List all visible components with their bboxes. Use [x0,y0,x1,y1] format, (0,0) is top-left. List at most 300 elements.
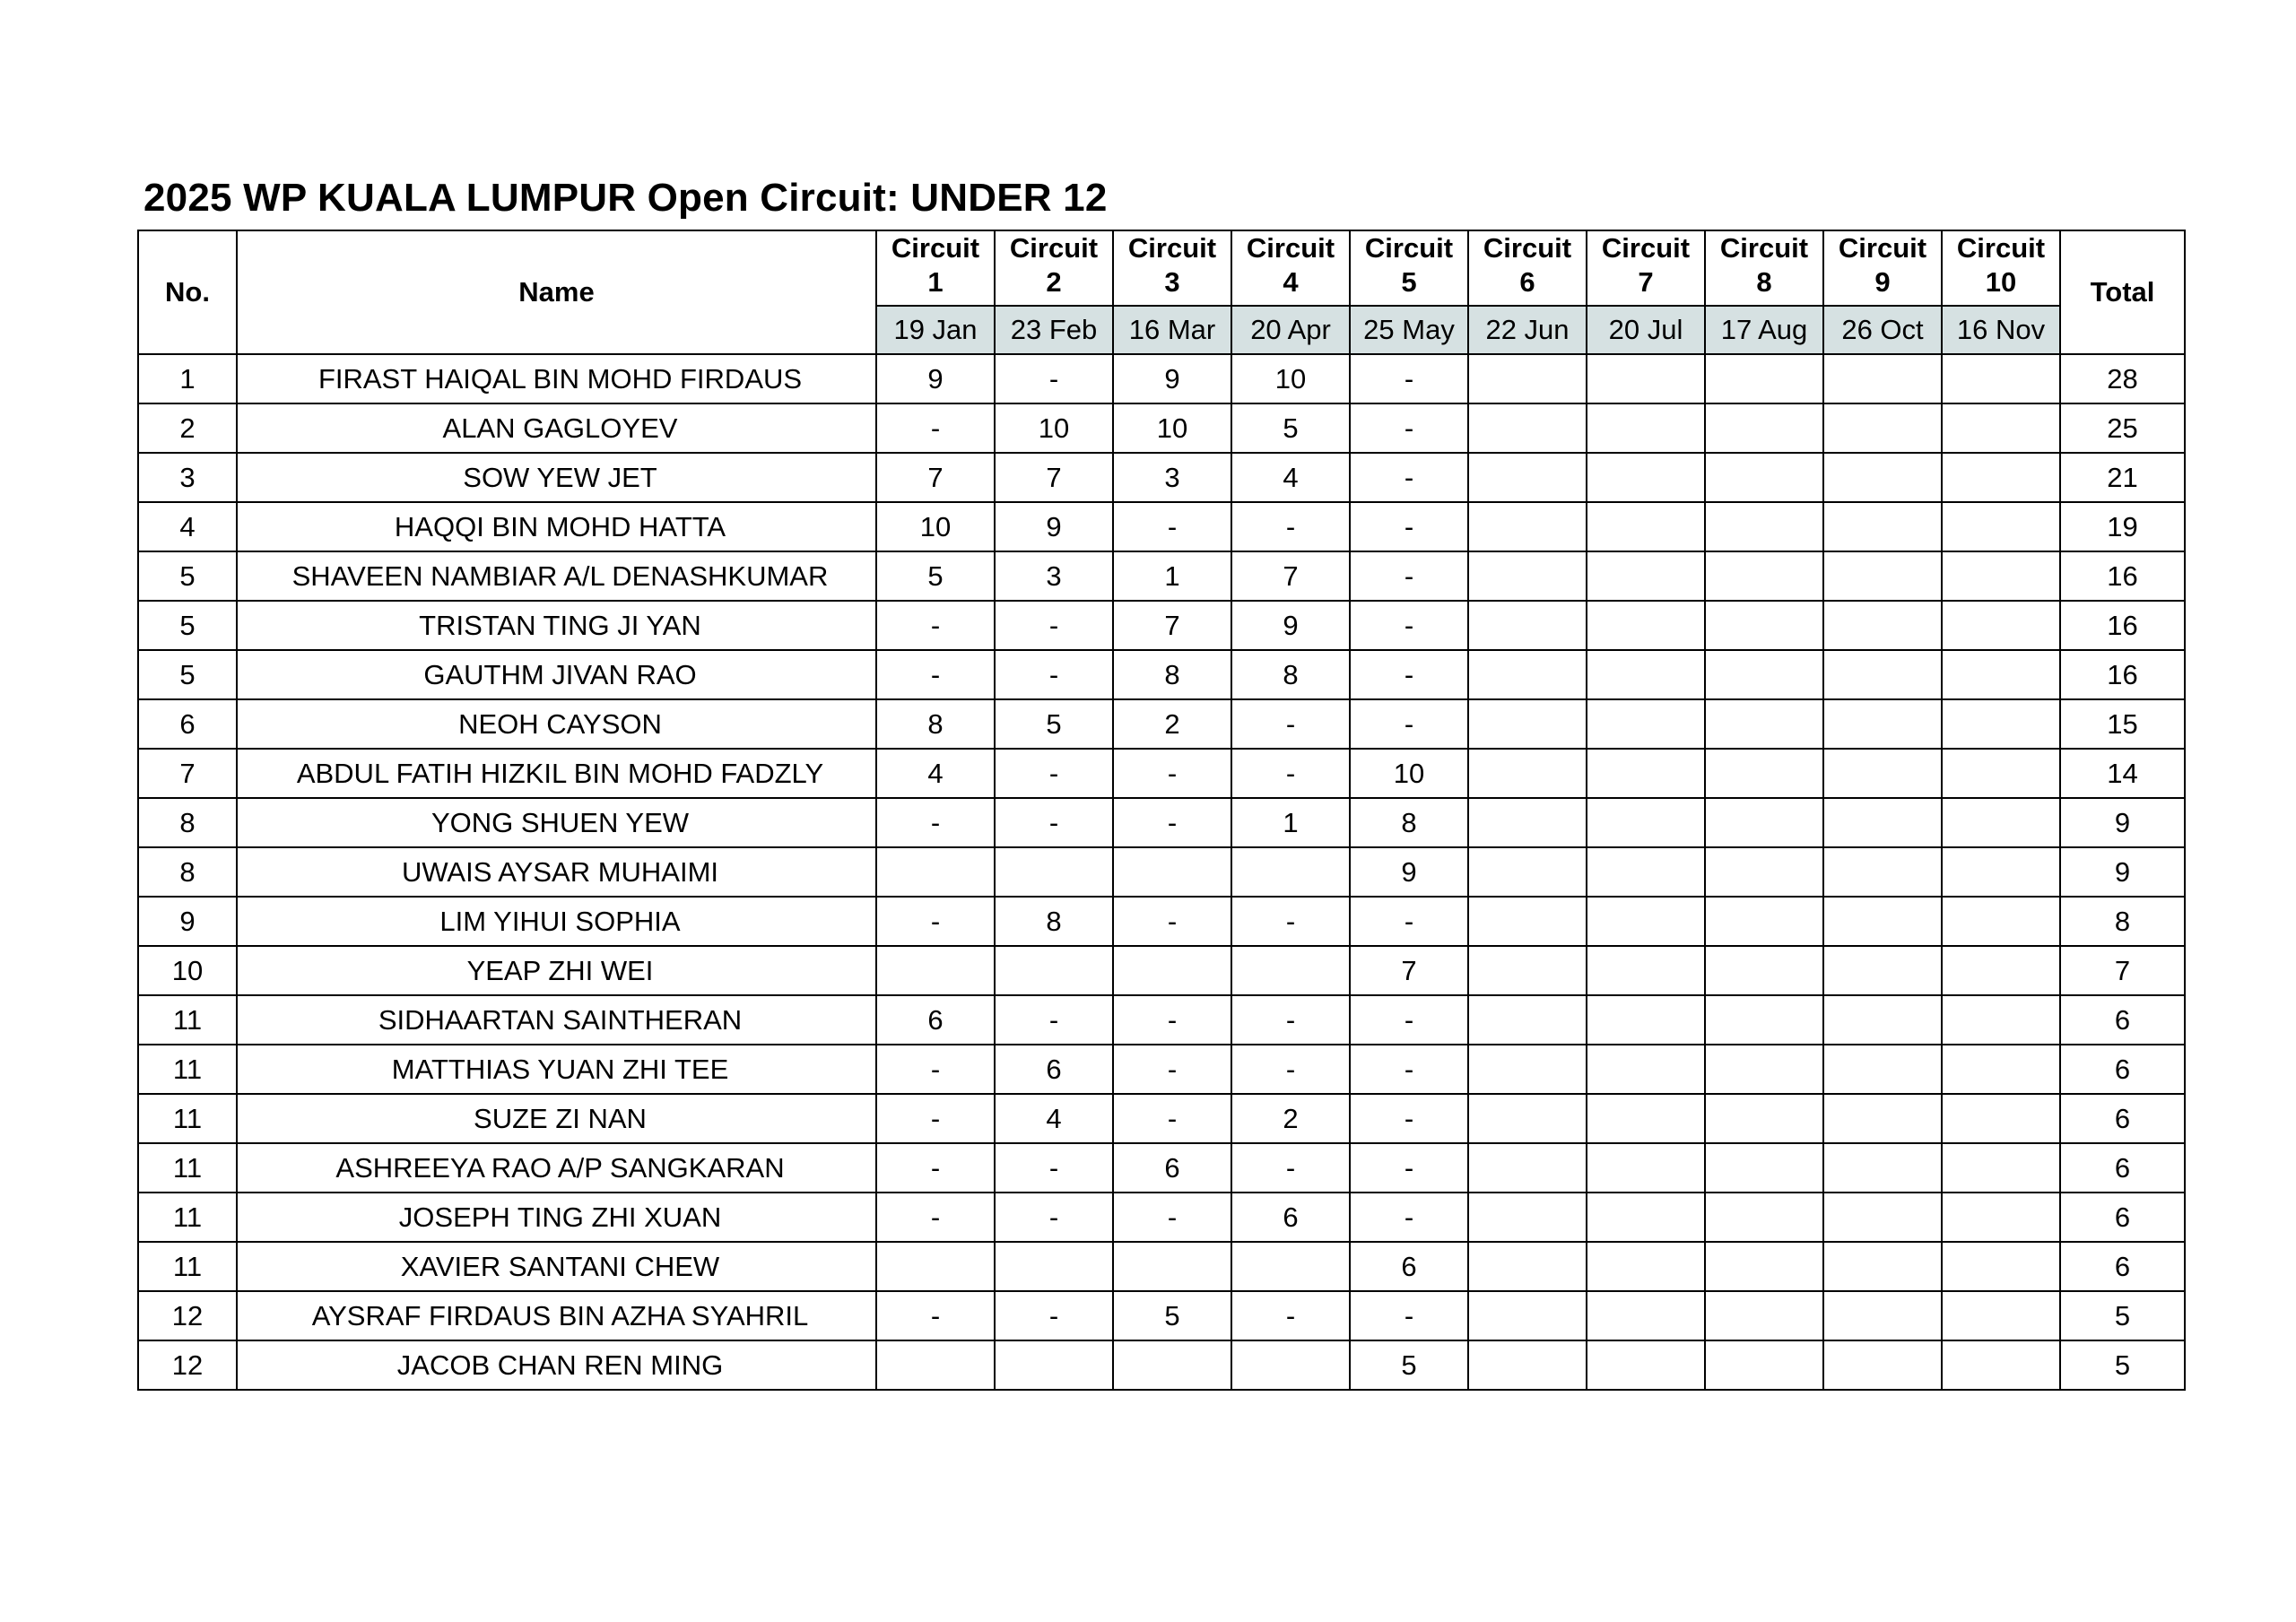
table-row [138,1340,2185,1390]
table-row [138,354,2185,403]
total-cell: 5 [2060,1291,2185,1340]
player-name-cell: ALAN GAGLOYEV [237,403,876,453]
score-cell [1942,1143,2060,1193]
circuit-number: 4 [1283,266,1299,298]
score-cell: 8 [1350,798,1468,847]
rank-cell: 12 [138,1291,237,1340]
score-cell [1468,847,1587,897]
score-cell: 8 [1231,650,1350,699]
score-cell [1468,1045,1587,1094]
score-cell: 7 [1350,946,1468,995]
score-cell: - [1350,1094,1468,1143]
score-cell: 5 [1231,403,1350,453]
player-name-cell: UWAIS AYSAR MUHAIMI [237,847,876,897]
table-row [138,403,2185,453]
score-cell [1705,551,1823,601]
score-cell [1823,1242,1942,1291]
score-cell [1468,1193,1587,1242]
table-row [138,1193,2185,1242]
score-cell: - [995,650,1113,699]
score-cell [1823,502,1942,551]
score-cell: - [1350,1193,1468,1242]
table-row [138,749,2185,798]
score-cell: 6 [1350,1242,1468,1291]
total-cell: 15 [2060,699,2185,749]
score-cell [1942,1340,2060,1390]
score-cell [1705,1340,1823,1390]
rank-cell: 10 [138,946,237,995]
column-header-name: Name [237,230,876,354]
player-name-cell: SIDHAARTAN SAINTHERAN [237,995,876,1045]
score-cell: - [1113,1045,1231,1094]
total-cell: 6 [2060,995,2185,1045]
score-cell [1587,601,1705,650]
score-cell: - [1113,798,1231,847]
score-cell [1942,1242,2060,1291]
player-name-cell: JACOB CHAN REN MING [237,1340,876,1390]
score-cell: 8 [995,897,1113,946]
score-cell: - [1231,1045,1350,1094]
score-cell [876,1340,995,1390]
circuit-number: 5 [1401,266,1417,298]
table-row [138,1291,2185,1340]
score-cell [1705,601,1823,650]
total-cell: 5 [2060,1340,2185,1390]
rank-cell: 11 [138,1094,237,1143]
circuit-number: 3 [1164,266,1180,298]
table-row [138,453,2185,502]
rank-cell: 6 [138,699,237,749]
score-cell: 8 [1113,650,1231,699]
rank-cell: 5 [138,551,237,601]
score-cell [1468,995,1587,1045]
total-cell: 25 [2060,403,2185,453]
circuit-date: 23 Feb [995,306,1113,354]
table-row [138,995,2185,1045]
rank-cell: 8 [138,847,237,897]
circuit-date: 16 Nov [1942,306,2060,354]
score-cell: - [1350,551,1468,601]
score-cell: - [1350,897,1468,946]
score-cell [1942,847,2060,897]
score-cell: - [1231,1143,1350,1193]
score-cell [1823,946,1942,995]
score-cell [1942,749,2060,798]
total-cell: 6 [2060,1242,2185,1291]
score-cell [1823,1291,1942,1340]
score-cell: 3 [995,551,1113,601]
score-cell: 6 [1231,1193,1350,1242]
score-cell [1705,798,1823,847]
score-cell: 5 [1350,1340,1468,1390]
circuit-label: Circuit [1364,232,1454,264]
score-cell [1942,995,2060,1045]
score-cell [1468,1143,1587,1193]
column-header-circuit [1113,230,1231,306]
score-cell [1468,354,1587,403]
score-cell [1587,650,1705,699]
score-cell: - [876,403,995,453]
score-cell: 10 [1350,749,1468,798]
score-cell [995,847,1113,897]
score-cell: - [876,1094,995,1143]
circuit-number: 2 [1046,266,1062,298]
rank-cell: 7 [138,749,237,798]
score-cell [1587,1340,1705,1390]
score-cell [1468,551,1587,601]
column-header-circuit [995,230,1113,306]
score-cell [876,847,995,897]
score-cell: - [1113,1094,1231,1143]
score-cell [1823,749,1942,798]
score-cell: 9 [1231,601,1350,650]
score-cell [1823,995,1942,1045]
table-row [138,699,2185,749]
score-cell: 10 [1113,403,1231,453]
column-header-circuit [1587,230,1705,306]
score-cell: - [1113,749,1231,798]
score-cell: 7 [876,453,995,502]
circuit-label: Circuit [1601,232,1691,264]
score-cell [1942,1094,2060,1143]
score-cell [1942,551,2060,601]
score-cell: 1 [1113,551,1231,601]
score-cell: - [876,798,995,847]
score-cell [1468,1094,1587,1143]
player-name-cell: HAQQI BIN MOHD HATTA [237,502,876,551]
score-cell: - [1350,1291,1468,1340]
score-cell [1705,749,1823,798]
column-header-circuit [1231,230,1350,306]
score-cell: 10 [995,403,1113,453]
score-cell: - [1350,1045,1468,1094]
score-cell: - [1231,1291,1350,1340]
score-cell: 8 [876,699,995,749]
total-cell: 7 [2060,946,2185,995]
score-cell: - [1113,995,1231,1045]
score-cell [1587,749,1705,798]
score-cell [1587,995,1705,1045]
rank-cell: 11 [138,995,237,1045]
player-name-cell: JOSEPH TING ZHI XUAN [237,1193,876,1242]
score-cell [1823,847,1942,897]
score-cell: - [995,749,1113,798]
score-cell: 1 [1231,798,1350,847]
score-cell [1942,403,2060,453]
score-cell: - [995,354,1113,403]
score-cell [1705,403,1823,453]
total-cell: 6 [2060,1193,2185,1242]
circuit-date: 25 May [1350,306,1468,354]
score-cell [1823,897,1942,946]
circuit-number: 1 [927,266,944,298]
score-cell [1823,1143,1942,1193]
score-cell [1705,1045,1823,1094]
score-cell: 5 [876,551,995,601]
table-row [138,601,2185,650]
score-cell [1231,946,1350,995]
score-cell: 6 [876,995,995,1045]
table-row [138,1242,2185,1291]
score-cell: - [1231,502,1350,551]
score-cell: 9 [995,502,1113,551]
player-name-cell: ASHREEYA RAO A/P SANGKARAN [237,1143,876,1193]
score-cell: - [876,1193,995,1242]
score-cell: 6 [995,1045,1113,1094]
score-cell [1468,1291,1587,1340]
score-cell [1587,1045,1705,1094]
score-cell [1823,1045,1942,1094]
circuit-label: Circuit [1956,232,2046,264]
score-cell: 9 [876,354,995,403]
score-cell: 9 [1113,354,1231,403]
score-cell: - [1350,354,1468,403]
total-cell: 6 [2060,1143,2185,1193]
score-cell: 5 [995,699,1113,749]
score-cell: 2 [1113,699,1231,749]
circuit-label: Circuit [1009,232,1099,264]
circuit-number: 6 [1519,266,1535,298]
score-cell: 6 [1113,1143,1231,1193]
score-cell: - [995,601,1113,650]
score-cell [1587,1193,1705,1242]
score-cell: 7 [1113,601,1231,650]
page-title: 2025 WP KUALA LUMPUR Open Circuit: UNDER 12 [144,176,1108,220]
score-cell [995,1242,1113,1291]
results-table [137,230,2186,1391]
total-cell: 16 [2060,551,2185,601]
column-header-no: No. [138,230,237,354]
circuit-date: 17 Aug [1705,306,1823,354]
score-cell [1468,749,1587,798]
score-cell [1468,453,1587,502]
score-cell: - [1113,1193,1231,1242]
score-cell [1587,699,1705,749]
score-cell: - [1350,601,1468,650]
table-row [138,1143,2185,1193]
circuit-label: Circuit [1127,232,1217,264]
score-cell: - [1231,699,1350,749]
player-name-cell: LIM YIHUI SOPHIA [237,897,876,946]
score-cell [995,1340,1113,1390]
score-cell: 10 [1231,354,1350,403]
table-row [138,798,2185,847]
score-cell [1942,354,2060,403]
circuit-date: 26 Oct [1823,306,1942,354]
score-cell [1587,1143,1705,1193]
score-cell [1113,946,1231,995]
score-cell [1705,453,1823,502]
table-row [138,551,2185,601]
score-cell: - [1231,749,1350,798]
score-cell [1823,601,1942,650]
score-cell [1587,1291,1705,1340]
score-cell [1942,699,2060,749]
score-cell [1942,502,2060,551]
player-name-cell: MATTHIAS YUAN ZHI TEE [237,1045,876,1094]
score-cell [1705,946,1823,995]
table-row [138,946,2185,995]
score-cell [1231,847,1350,897]
circuit-label: Circuit [1246,232,1335,264]
score-cell: - [876,601,995,650]
score-cell: - [1350,650,1468,699]
score-cell: 4 [876,749,995,798]
circuit-label: Circuit [1838,232,1927,264]
player-name-cell: GAUTHM JIVAN RAO [237,650,876,699]
circuit-date: 16 Mar [1113,306,1231,354]
rank-cell: 11 [138,1242,237,1291]
rank-cell: 12 [138,1340,237,1390]
player-name-cell: ABDUL FATIH HIZKIL BIN MOHD FADZLY [237,749,876,798]
score-cell: - [876,1291,995,1340]
circuit-label: Circuit [891,232,980,264]
score-cell [1942,1193,2060,1242]
score-cell [1942,453,2060,502]
score-cell: 3 [1113,453,1231,502]
score-cell: - [1350,1143,1468,1193]
score-cell [1705,1193,1823,1242]
score-cell: - [1350,699,1468,749]
circuit-number: 10 [1985,266,2017,298]
score-cell [1942,601,2060,650]
table-row [138,1094,2185,1143]
column-header-circuit [876,230,995,306]
score-cell [1823,798,1942,847]
score-cell: - [876,897,995,946]
score-cell: - [876,650,995,699]
player-name-cell: YEAP ZHI WEI [237,946,876,995]
score-cell [1113,1340,1231,1390]
score-cell: - [1113,502,1231,551]
score-cell [1587,354,1705,403]
score-cell [1468,798,1587,847]
score-cell [1823,453,1942,502]
score-cell: - [876,1143,995,1193]
score-cell [1587,1094,1705,1143]
score-cell [1705,847,1823,897]
table-row [138,650,2185,699]
column-header-circuit [1823,230,1942,306]
score-cell [1942,798,2060,847]
score-cell [1705,1094,1823,1143]
score-cell [1587,798,1705,847]
score-cell: - [995,995,1113,1045]
player-name-cell: FIRAST HAIQAL BIN MOHD FIRDAUS [237,354,876,403]
score-cell [1705,1143,1823,1193]
circuit-number: 7 [1638,266,1654,298]
rank-cell: 11 [138,1045,237,1094]
score-cell [1468,403,1587,453]
score-cell: 5 [1113,1291,1231,1340]
score-cell [1587,1242,1705,1291]
score-cell [1823,1193,1942,1242]
score-cell [1705,1291,1823,1340]
total-cell: 6 [2060,1094,2185,1143]
score-cell [1942,1291,2060,1340]
score-cell [1705,699,1823,749]
total-cell: 19 [2060,502,2185,551]
score-cell [1823,1094,1942,1143]
score-cell [876,946,995,995]
score-cell [1705,1242,1823,1291]
total-cell: 16 [2060,650,2185,699]
table-body [138,354,2185,1390]
score-cell [1468,502,1587,551]
score-cell: - [1113,897,1231,946]
player-name-cell: AYSRAF FIRDAUS BIN AZHA SYAHRIL [237,1291,876,1340]
table-row [138,1045,2185,1094]
score-cell [1587,403,1705,453]
player-name-cell: SUZE ZI NAN [237,1094,876,1143]
player-name-cell: SOW YEW JET [237,453,876,502]
column-header-circuit [1350,230,1468,306]
score-cell [1705,502,1823,551]
player-name-cell: TRISTAN TING JI YAN [237,601,876,650]
player-name-cell: YONG SHUEN YEW [237,798,876,847]
score-cell: - [1231,897,1350,946]
score-cell: - [876,1045,995,1094]
player-name-cell: SHAVEEN NAMBIAR A/L DENASHKUMAR [237,551,876,601]
total-cell: 28 [2060,354,2185,403]
score-cell: - [1350,403,1468,453]
circuit-date: 19 Jan [876,306,995,354]
rank-cell: 5 [138,650,237,699]
score-cell: - [995,1143,1113,1193]
score-cell: - [1231,995,1350,1045]
score-cell [1823,403,1942,453]
score-cell [1942,1045,2060,1094]
circuit-label: Circuit [1483,232,1572,264]
player-name-cell: NEOH CAYSON [237,699,876,749]
score-cell [1587,847,1705,897]
score-cell [995,946,1113,995]
circuit-date: 22 Jun [1468,306,1587,354]
score-cell: 10 [876,502,995,551]
score-cell: 9 [1350,847,1468,897]
score-cell [1705,995,1823,1045]
column-header-circuit [1942,230,2060,306]
score-cell: 4 [995,1094,1113,1143]
total-cell: 14 [2060,749,2185,798]
score-cell [1113,847,1231,897]
score-cell [1468,1340,1587,1390]
score-cell [1705,650,1823,699]
score-cell [1942,946,2060,995]
score-cell [1705,897,1823,946]
score-cell [1823,551,1942,601]
score-cell: 7 [995,453,1113,502]
total-cell: 6 [2060,1045,2185,1094]
score-cell: - [995,1291,1113,1340]
score-cell [1468,946,1587,995]
table-row [138,847,2185,897]
table-row [138,502,2185,551]
total-cell: 21 [2060,453,2185,502]
score-cell [1231,1242,1350,1291]
total-cell: 9 [2060,847,2185,897]
column-header-circuit [1468,230,1587,306]
rank-cell: 5 [138,601,237,650]
score-cell [1468,897,1587,946]
score-cell [1942,650,2060,699]
score-cell [1823,699,1942,749]
total-cell: 8 [2060,897,2185,946]
score-cell: - [995,1193,1113,1242]
circuit-date: 20 Jul [1587,306,1705,354]
score-cell [1468,699,1587,749]
rank-cell: 4 [138,502,237,551]
